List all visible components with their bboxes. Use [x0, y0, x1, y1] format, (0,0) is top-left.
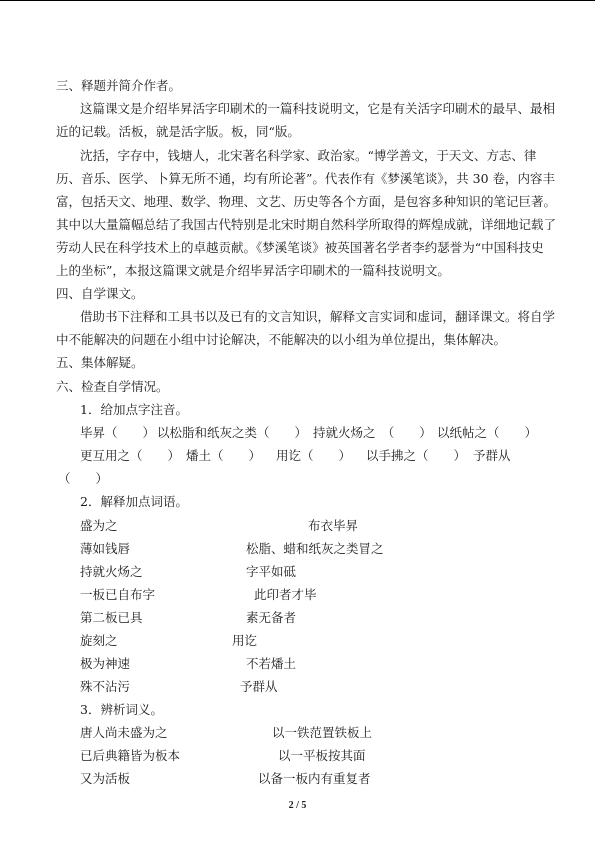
q2-term: 予群从 [240, 679, 278, 694]
q3-sentence: 以备一板内有重复者 [258, 771, 371, 786]
section5-heading: 五、集体解疑。 [56, 355, 144, 370]
q2-title: 2．解释加点词语。 [80, 494, 188, 509]
q2-term: 一板已自布字 [80, 587, 156, 602]
section4-para-line1: 借助书下注释和工具书以及已有的文言知识，解释文言实词和虚词，翻译课文。将自学 [80, 309, 556, 324]
section3-para2-line2: 历、音乐、医学、卜算无所不通，均有所论著”。代表作有《梦溪笔谈》，共 30 卷，内容丰 [56, 171, 555, 186]
q1-item: 燔土（ ） [186, 448, 262, 463]
q2-term: 极为神速 [80, 656, 131, 671]
q3-sentence: 以一平板按其面 [278, 748, 366, 763]
section4-heading: 四、自学课文。 [56, 286, 144, 301]
q2-term: 不若燔土 [246, 656, 297, 671]
q2-term: 盛为之 [80, 518, 118, 533]
q3-sentence: 又为活板 [80, 771, 131, 786]
section3-para1-line2: 近的记载。活板，就是活字版。板，同“版。 [56, 124, 300, 139]
q2-term: 素无备者 [246, 610, 297, 625]
q1-item: 用讫（ ） [276, 448, 352, 463]
q1-item: （ ） [58, 471, 109, 486]
section4-para-line2: 中不能解决的问题在小组中讨论解决，不能解决的以小组为单位提出，集体解决。 [56, 332, 507, 347]
q2-term: 用讫 [232, 633, 258, 648]
q2-term: 松脂、蜡和纸灰之类冒之 [246, 541, 384, 556]
q3-title: 3．辨析词义。 [80, 702, 163, 717]
top-rule [0, 0, 595, 1]
q1-item: 更互用之（ ） [80, 448, 181, 463]
section3-para2-line5: 劳动人民在科学技术上的卓越贡献。《梦溪笔谈》被英国著名学者李约瑟誉为“中国科技史 [56, 240, 544, 255]
q3-sentence: 唐人尚未盛为之 [80, 725, 168, 740]
q1-item: 予群从 [473, 448, 511, 463]
q2-term: 持就火炀之 [80, 564, 143, 579]
q1-item: 以松脂和纸灰之类（ ） [157, 425, 308, 440]
q1-item: 毕昇（ ） [80, 425, 156, 440]
section3-para2-line6: 上的坐标”，本报这篇课文就是介绍毕昇活字印刷术的一篇科技说明文。 [56, 263, 450, 278]
page-number: 2 / 5 [288, 800, 307, 811]
section3-para1-line1: 这篇课文是介绍毕昇活字印刷术的一篇科技说明文，它是有关活字印刷术的最早、最相 [80, 101, 556, 116]
q2-term: 薄如钱唇 [80, 541, 131, 556]
section3-para2-line1: 沈括，字存中，钱塘人，北宋著名科学家、政治家。“博学善文，于天文、方志、律 [80, 148, 537, 163]
q2-term: 布衣毕昇 [308, 518, 359, 533]
q3-sentence: 已后典籍皆为板本 [80, 748, 181, 763]
q1-item: 以手拂之（ ） [366, 448, 467, 463]
q2-term: 第二板已具 [80, 610, 143, 625]
section3-heading: 三、释题并简介作者。 [56, 78, 182, 93]
section3-para2-line3: 富，包括天文、地理、数学、物理、文艺、历史等各个方面，是包容多种知识的笔记巨著。 [56, 194, 557, 209]
q1-item: 以纸帖之（ ） [437, 425, 538, 440]
section6-heading: 六、检查自学情况。 [56, 379, 169, 394]
section3-para2-line4: 其中以大量篇幅总结了我国古代特别是北宋时期自然科学所取得的辉煌成就，详细地记载了 [56, 217, 557, 232]
q2-term: 旋刻之 [80, 633, 118, 648]
q1-title: 1．给加点字注音。 [80, 402, 188, 417]
q2-term: 此印者才毕 [254, 587, 317, 602]
q1-item: 持就火炀之 （ ） [313, 425, 432, 440]
q2-term: 字平如砥 [246, 564, 297, 579]
q2-term: 殊不沾污 [80, 679, 131, 694]
q3-sentence: 以一铁范置铁板上 [272, 725, 373, 740]
